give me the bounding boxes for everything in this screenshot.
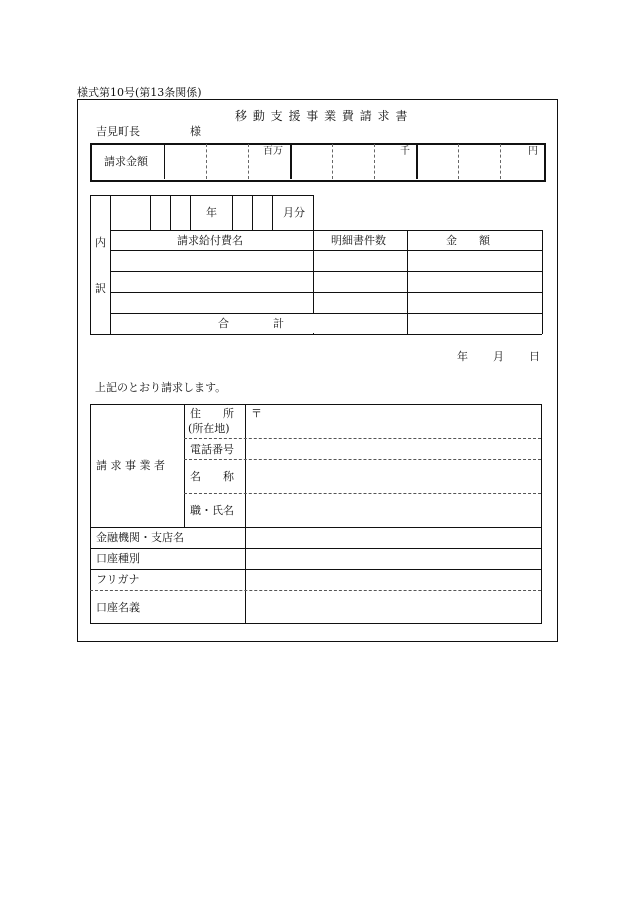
date-cell-divider [190,195,191,230]
name-label: 名 称 [190,470,234,483]
claimant-label: 請 求 事 業 者 [96,459,165,472]
breakdown-top-border [90,195,313,196]
date-year-label: 年 [206,206,217,219]
date-month-label: 月分 [283,206,305,219]
claimant-field-divider [245,404,246,624]
furigana-field[interactable] [247,570,540,590]
breakdown-col-divider [407,230,408,334]
date-cell-divider [170,195,171,230]
phone-label: 電話番号 [190,443,234,456]
account-name-label: 口座名義 [96,601,140,614]
amount-label: 請求金額 [104,155,148,168]
amount-unit-yen: 円 [528,146,538,157]
breakdown-col-count: 明細書件数 [331,234,386,247]
amount-cell-divider [374,144,375,179]
bank-institution-field[interactable] [247,528,540,548]
date-cell-divider [150,195,151,230]
total-row-merge-mask [311,314,315,333]
breakdown-col-amount: 金 額 [446,234,490,247]
account-name-field[interactable] [247,591,540,623]
date-cell-divider [272,195,273,230]
breakdown-right-border [542,230,543,334]
address-label-sub: (所在地) [188,422,230,435]
form-number: 様式第10号(第13条関係) [77,86,202,99]
business-name-field[interactable] [247,460,540,493]
addressee-honorific: 様 [190,125,201,138]
breakdown-row-line [110,271,542,272]
addressee-name: 吉見町長 [96,125,140,138]
furigana-label: フリガナ [96,573,140,586]
phone-field[interactable] [247,439,540,459]
date-cell-divider [252,195,253,230]
breakdown-side-bottom: 訳 [95,282,106,295]
amount-cell-divider [248,144,249,179]
breakdown-col-item: 請求給付費名 [177,234,243,247]
amount-cell-divider [332,144,333,179]
date-line-month: 月 [493,350,504,363]
address-field[interactable] [262,405,540,438]
amount-unit-million: 百万 [263,146,283,157]
account-type-label: 口座種別 [96,552,140,565]
breakdown-header-top [110,230,542,231]
breakdown-row-line [110,313,542,314]
form-title: 移 動 支 援 事 業 費 請 求 書 [235,109,409,123]
breakdown-side-top: 内 [95,236,106,249]
date-cell-divider [232,195,233,230]
representative-field[interactable] [247,494,540,526]
amount-unit-thousand: 千 [400,146,410,157]
breakdown-left-border [90,195,91,334]
address-label: 住 所 [190,407,234,420]
amount-group-divider [290,144,292,179]
breakdown-bottom-border [90,334,542,335]
amount-box [90,143,546,182]
statement-text: 上記のとおり請求します。 [95,381,227,394]
postal-mark: 〒 [251,407,262,420]
amount-cell-divider [500,144,501,179]
account-type-field[interactable] [247,549,540,569]
amount-divider [164,144,165,179]
date-line-year: 年 [457,350,468,363]
representative-label: 職・氏名 [190,504,234,517]
amount-cell-divider [458,144,459,179]
amount-cell-divider [206,144,207,179]
breakdown-row-line [110,292,542,293]
bank-institution-label: 金融機関・支店名 [96,531,184,544]
amount-group-divider [416,144,418,179]
claimant-label-divider [184,404,185,527]
breakdown-row-line [110,250,542,251]
date-line-day: 日 [529,350,540,363]
breakdown-total-label: 合 計 [218,317,284,330]
